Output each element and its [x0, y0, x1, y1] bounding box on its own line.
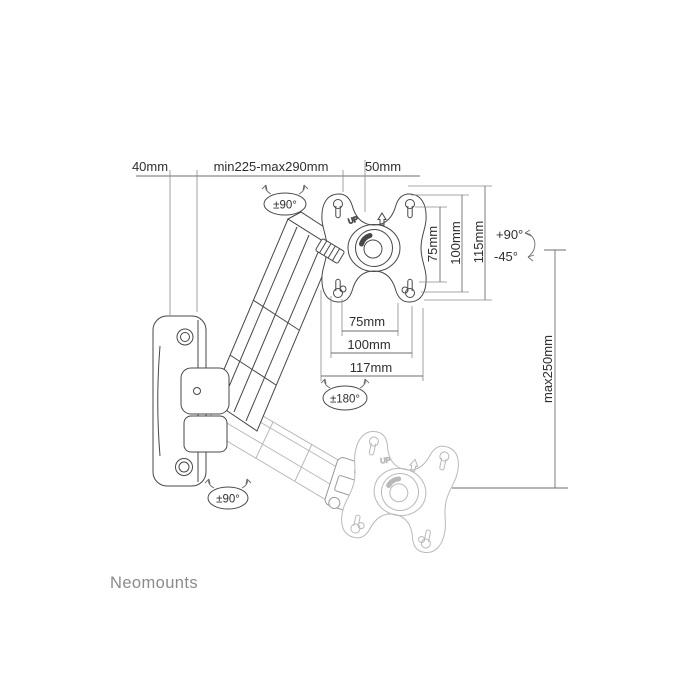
- dim-height-range: max250mm: [540, 335, 555, 403]
- dim-vesa-h75: 75mm: [348, 314, 386, 329]
- tilt-arrow-tip-top: [525, 230, 531, 236]
- tilt-up-label: +90°: [496, 227, 524, 242]
- arm-swivel-label: ±90°: [273, 199, 297, 212]
- rotation-arrow-right-icon: [242, 479, 251, 488]
- brand-logo: Neomounts: [110, 574, 198, 592]
- dim-arm-reach: min225-max290mm: [213, 159, 329, 174]
- dim-plate-width: 117mm: [349, 360, 393, 375]
- rotation-arrow-right-icon: [299, 185, 308, 194]
- dim-plate-offset: 50mm: [364, 159, 402, 174]
- rotation-arrow-left-icon: [262, 185, 271, 194]
- annotation-plate-rotation: [321, 379, 369, 410]
- dim-plate-height: 115mm: [471, 220, 486, 264]
- base-swivel-label: ±90°: [216, 493, 240, 506]
- tilt-down-label: -45°: [494, 249, 518, 264]
- dimension-height-range: [452, 250, 568, 488]
- annotation-arm-swivel: [262, 185, 308, 215]
- annotation-tilt: [494, 227, 535, 264]
- dim-vesa-h100: 100mm: [347, 337, 391, 352]
- dim-wall-offset: 40mm: [131, 159, 169, 174]
- dimension-vesa-horizontal: [321, 290, 423, 381]
- dim-vesa-v100: 100mm: [448, 221, 463, 265]
- rotation-arrow-right-icon: [360, 379, 369, 388]
- vesa-plate-lowered: [338, 428, 462, 555]
- tilt-arc-arrow-icon: [525, 233, 535, 257]
- rotation-arrow-left-icon: [205, 479, 214, 488]
- rotation-arrow-left-icon: [321, 379, 330, 388]
- dim-vesa-v75: 75mm: [425, 225, 440, 263]
- annotation-base-swivel: [205, 479, 251, 509]
- wall-hinge: [181, 368, 229, 452]
- plate-rotation-label: ±180°: [329, 393, 361, 406]
